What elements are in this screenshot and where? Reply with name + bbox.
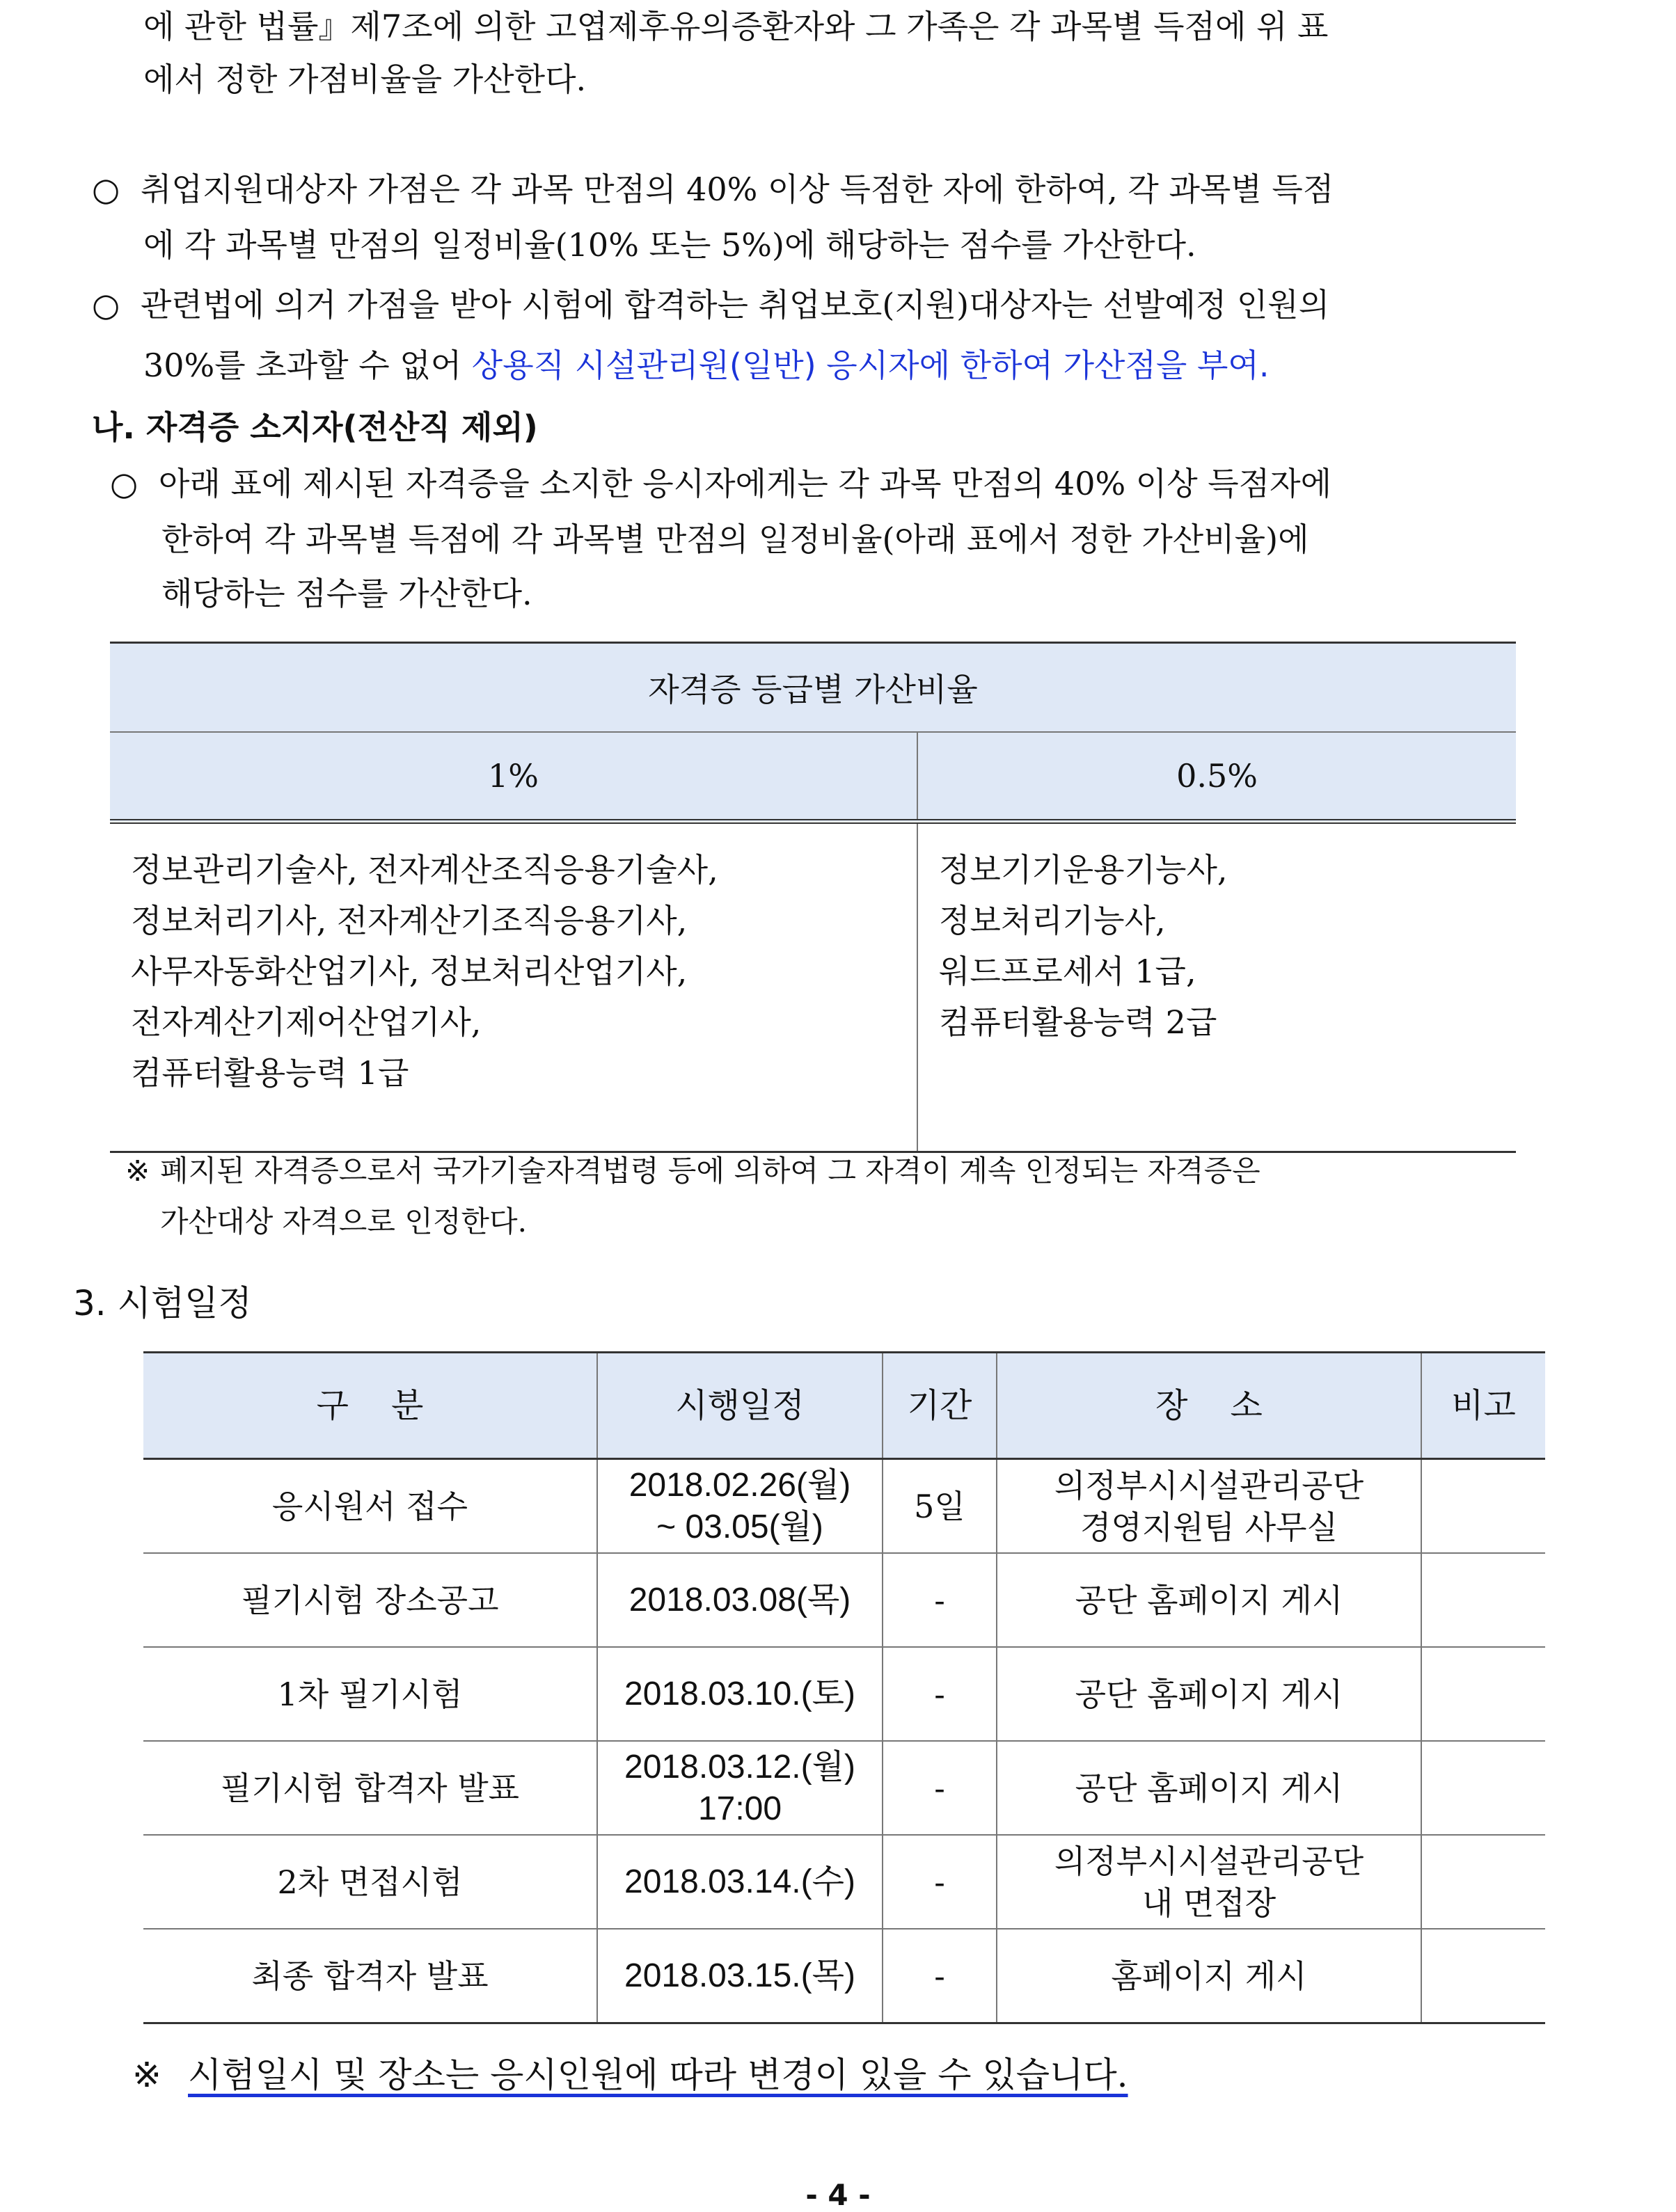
page-number: - 4 - [805,2178,871,2212]
row-place-line-1: 의정부시시설관리공단 [1054,1466,1364,1504]
row-period: - [883,1929,997,2023]
circle-bullet-icon: ○ [92,170,120,208]
row-period: - [883,1553,997,1647]
list-item: 정보처리기사, 전자계산기조직응용기사, [131,902,688,939]
table-row [143,1835,1545,1929]
header-place: 장 소 [997,1353,1421,1459]
schedule-note [132,2053,1128,2097]
list-item: 정보기기운용기능사, [939,851,1228,889]
note-text-line-1: 폐지된 자격증으로서 국가기술자격법령 등에 의하여 그 자격이 계속 인정되는 자격증은 [160,1154,1260,1188]
row-period: 5일 [883,1459,997,1554]
row-date [597,1741,883,1835]
certificate-text-line-2: 한하여 각 과목별 득점에 각 과목별 만점의 일정비율(아래 표에서 정한 가산비율)에 [161,520,1309,558]
row-date-line-2: 17:00 [697,1790,782,1827]
row-place: 홈페이지 게시 [997,1929,1421,2023]
row-remark [1421,1459,1545,1554]
circle-bullet-icon: ○ [110,465,139,502]
intro-line-2: 에서 정한 가점비율을 가산한다. [143,61,587,98]
header-period: 기간 [883,1353,997,1459]
section-title-certificate: 나. 자격증 소지자(전산직 제외) [92,408,538,446]
row-category: 최종 합격자 발표 [143,1929,597,2023]
list-item: 사무자동화산업기사, 정보처리산업기사, [131,953,688,990]
row-date-line-1: 2018.03.12.(월) [624,1748,855,1785]
table-row [143,1647,1545,1741]
list-item: 워드프로세서 1급, [939,953,1196,990]
header-date: 시행일정 [597,1353,883,1459]
row-place: 공단 홈페이지 게시 [997,1553,1421,1647]
list-item: 정보처리기능사, [939,902,1166,939]
bullet-plain-text: 30%를 초과할 수 없어 [143,347,472,384]
intro-line-1: 에 관한 법률』제7조에 의한 고엽제후유의증환자와 그 가족은 각 과목별 득점에 위 표 [143,8,1329,45]
row-remark [1421,1741,1545,1835]
reference-mark-icon: ※ [125,1154,150,1188]
row-place [997,1459,1421,1554]
row-period: - [883,1835,997,1929]
table-row [143,1929,1545,2023]
row-category: 1차 필기시험 [143,1647,597,1741]
bullet-text-line-2: 에 각 과목별 만점의 일정비율(10% 또는 5%)에 해당하는 점수를 가산한다. [143,226,1196,264]
table-title: 자격증 등급별 가산비율 [110,643,1516,733]
row-date: 2018.03.08(목) [597,1553,883,1647]
row-date-line-1: 2018.02.26(월) [628,1466,851,1504]
highlighted-text: 상용직 시설관리원(일반) 응시자에 한하여 가산점을 부여. [471,347,1270,384]
row-place: 공단 홈페이지 게시 [997,1647,1421,1741]
row-place [997,1835,1421,1929]
row-category: 필기시험 장소공고 [143,1553,597,1647]
note-text-line-2: 가산대상 자격으로 인정한다. [160,1204,527,1239]
row-date: 2018.03.10.(토) [597,1647,883,1741]
row-date: 2018.03.14.(수) [597,1835,883,1929]
list-item: 정보관리기술사, 전자계산조직응용기술사, [131,851,718,889]
row-remark [1421,1553,1545,1647]
list-item: 컴퓨터활용능력 2급 [939,1003,1217,1041]
reference-mark-icon: ※ [132,2055,161,2095]
row-remark [1421,1835,1545,1929]
bullet-text-line-1: 취업지원대상자 가점은 각 과목 만점의 40% 이상 득점한 자에 한하여, 각 과목별 득점 [141,170,1334,208]
bullet-related-law [92,285,1329,324]
row-period: - [883,1647,997,1741]
row-remark [1421,1647,1545,1741]
row-remark [1421,1929,1545,2023]
certificate-text-line-3: 해당하는 점수를 가산한다. [161,575,532,612]
schedule-note-text: 시험일시 및 장소는 응시인원에 따라 변경이 있을 수 있습니다. [188,2055,1128,2095]
bullet-text-line-2 [143,346,1269,385]
row-place-line-2: 경영지원팀 사무실 [1080,1508,1338,1546]
certificate-list-1pct [110,822,917,1152]
row-category: 2차 면접시험 [143,1835,597,1929]
table-row [143,1741,1545,1835]
certificate-note [125,1152,1260,1191]
row-place: 공단 홈페이지 게시 [997,1741,1421,1835]
bullet-employment-support [92,170,1334,209]
circle-bullet-icon: ○ [92,286,120,324]
certificate-text-line-1: 아래 표에 제시된 자격증을 소지한 응시자에게는 각 과목 만점의 40% 이상 득점자에 [159,465,1332,502]
list-item: 컴퓨터활용능력 1급 [131,1054,409,1092]
certificate-bullet [110,464,1331,503]
header-category: 구 분 [143,1353,597,1459]
certificate-bonus-table [110,642,1516,1153]
row-category: 응시원서 접수 [143,1459,597,1554]
column-header-1pct: 1% [110,732,917,822]
row-place-line-2: 내 면접장 [1141,1884,1276,1922]
row-period: - [883,1741,997,1835]
row-date-line-2: ~ 03.05(월) [656,1508,823,1545]
row-date: 2018.03.15.(목) [597,1929,883,2023]
table-row [143,1459,1545,1554]
header-remark: 비고 [1421,1353,1545,1459]
list-item: 전자계산기제어산업기사, [131,1003,482,1041]
bullet-text-line-1: 관련법에 의거 가점을 받아 시험에 합격하는 취업보호(지원)대상자는 선발예정 인원의 [141,286,1330,324]
exam-schedule-table [143,1351,1545,2024]
certificate-list-05pct [917,822,1516,1152]
row-place-line-1: 의정부시시설관리공단 [1054,1842,1364,1880]
row-date [597,1459,883,1554]
row-category: 필기시험 합격자 발표 [143,1741,597,1835]
table-row [143,1553,1545,1647]
column-header-05pct: 0.5% [917,732,1516,822]
section-title-schedule: 3. 시험일정 [73,1283,252,1323]
